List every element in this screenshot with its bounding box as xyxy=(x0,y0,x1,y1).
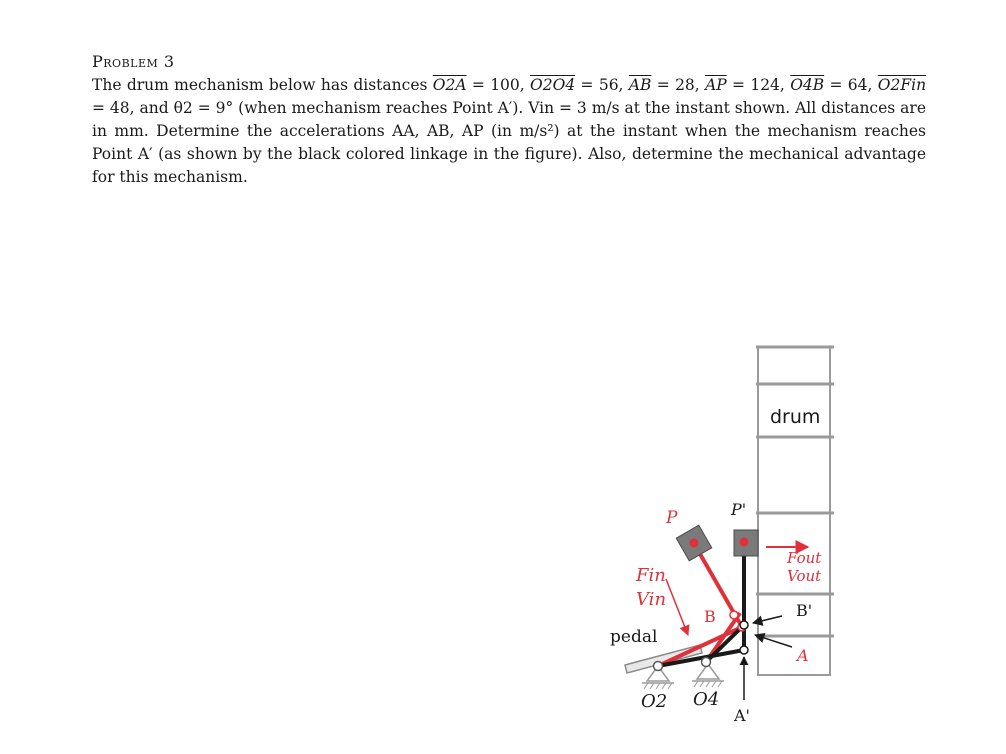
o2fin-label: O2Fin xyxy=(877,76,927,94)
b-prime-joint xyxy=(740,621,748,629)
ap-label: $\overline{AP}$ xyxy=(705,76,727,94)
o2-pivot xyxy=(654,662,663,671)
ab-label: $\overline{AB}$ xyxy=(628,76,652,94)
problem-heading: Problem 3 xyxy=(92,52,175,71)
o2-label: O2 xyxy=(641,691,668,712)
b-prime-label: B' xyxy=(796,601,813,620)
problem-statement xyxy=(92,50,926,189)
a-prime-label: A' xyxy=(734,706,750,725)
text-part-4: = 28, xyxy=(651,76,706,94)
drum-column xyxy=(756,347,834,675)
o2a-label: O2A xyxy=(432,76,467,94)
text-part-7: = 48, and θ2 = 9° (when mechanism reaches Point A′). Vin = 3 m/s at the instant shown. All distances are in mm. Determine the accelerations AA, AB, AP (in m/s²) at the instant when the mechanism reaches Point A′ (as shown by the black colored linkage in the figure). Also, determine the mechanical advantage for this mechanism. xyxy=(92,99,926,186)
a-prime-joint xyxy=(740,646,748,654)
b-label: B xyxy=(704,607,716,626)
o4-pivot xyxy=(702,658,711,667)
b-joint xyxy=(730,611,738,619)
p-prime-block xyxy=(734,530,758,556)
vout-label: Vout xyxy=(787,567,822,585)
o2o4-label: O2O4 xyxy=(530,76,576,94)
p-point xyxy=(690,539,699,548)
text-part-5: = 124, xyxy=(726,76,791,94)
o4b-label: O4B xyxy=(790,76,825,94)
p-block xyxy=(676,525,712,561)
fin-label: Fin xyxy=(636,565,666,586)
problem-text xyxy=(92,74,926,189)
p-label: P xyxy=(666,508,678,528)
drum-label: drum xyxy=(770,406,821,428)
text-part-1: The drum mechanism below has distances xyxy=(92,76,433,94)
p-prime-point xyxy=(740,538,749,547)
o4-label: O4 xyxy=(693,689,720,710)
text-part-6: = 64, xyxy=(824,76,878,94)
o4-ground-support xyxy=(692,664,724,687)
red-linkage xyxy=(658,547,742,666)
a-label: A xyxy=(797,646,809,665)
fout-label: Fout xyxy=(787,549,822,567)
p-prime-label: P' xyxy=(731,500,747,519)
drum-mechanism-figure xyxy=(600,335,850,735)
text-part-3: = 56, xyxy=(575,76,629,94)
fin-arrow xyxy=(666,579,688,635)
vin-label: Vin xyxy=(636,589,667,610)
text-part-2: = 100, xyxy=(466,76,531,94)
pedal-label: pedal xyxy=(610,627,658,647)
